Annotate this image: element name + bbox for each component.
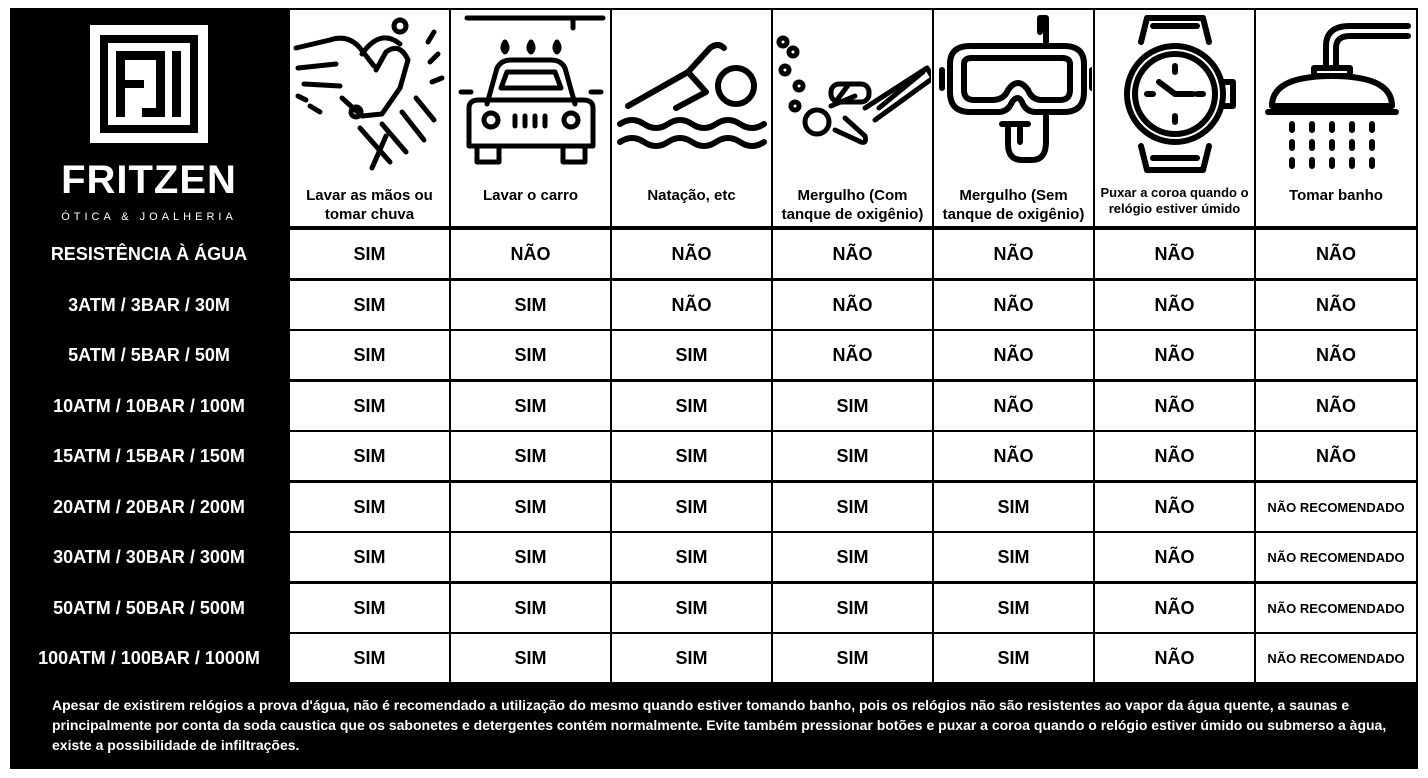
- table-cell: SIM: [290, 634, 449, 682]
- table-cell: NÃO: [451, 230, 610, 278]
- swimmer-icon: [614, 12, 770, 177]
- table-cell: NÃO: [934, 382, 1093, 430]
- table-cell: SIM: [612, 331, 771, 379]
- row-label: RESISTÊNCIA À ÁGUA: [50, 243, 248, 264]
- table-cell: SIM: [773, 634, 932, 682]
- column-header: [1095, 10, 1254, 226]
- table-cell: SIM: [773, 483, 932, 531]
- table-cell: NÃO: [1256, 230, 1416, 278]
- table-cell: SIM: [934, 483, 1093, 531]
- table-cell: NÃO: [934, 432, 1093, 480]
- table-cell: NÃO: [1095, 584, 1254, 632]
- column-header-label: Tomar banho: [1289, 187, 1383, 204]
- table-cell: SIM: [290, 483, 449, 531]
- table-cell: SIM: [612, 382, 771, 430]
- table-cell: NÃO: [612, 281, 771, 329]
- table-cell: NÃO RECOMENDADO: [1256, 533, 1416, 581]
- table-cell: NÃO: [1256, 382, 1416, 430]
- table-cell: SIM: [290, 533, 449, 581]
- car-wash-icon: [453, 12, 609, 177]
- column-header-label: Lavar o carro: [482, 187, 579, 204]
- row-label: 20ATM / 20BAR / 200M: [53, 496, 245, 517]
- table-cell: SIM: [934, 584, 1093, 632]
- snorkel-mask-icon: [936, 12, 1092, 177]
- table-cell: SIM: [451, 483, 610, 531]
- column-header-label: Mergulho (Com tanque de oxigênio): [781, 187, 924, 223]
- scuba-diver-icon: [775, 12, 931, 177]
- wristwatch-icon: [1097, 12, 1253, 177]
- table-cell: SIM: [773, 432, 932, 480]
- table-cell: NÃO: [773, 281, 932, 329]
- table-cell: SIM: [451, 382, 610, 430]
- table-cell: NÃO: [773, 331, 932, 379]
- table-cell: NÃO: [934, 331, 1093, 379]
- table-cell: SIM: [451, 432, 610, 480]
- column-header: [1256, 10, 1416, 226]
- row-label: 15ATM / 15BAR / 150M: [53, 445, 245, 466]
- table-cell: NÃO: [1095, 533, 1254, 581]
- row-label: 30ATM / 30BAR / 300M: [53, 546, 245, 567]
- table-cell: SIM: [612, 584, 771, 632]
- table-cell: NÃO RECOMENDADO: [1256, 634, 1416, 682]
- table-cell: SIM: [612, 483, 771, 531]
- table-cell: SIM: [612, 634, 771, 682]
- table-cell: SIM: [290, 331, 449, 379]
- row-label: 50ATM / 50BAR / 500M: [53, 597, 245, 618]
- table-cell: NÃO: [1095, 483, 1254, 531]
- table-cell: SIM: [934, 533, 1093, 581]
- table-cell: SIM: [290, 584, 449, 632]
- column-header-label: Natação, etc: [647, 187, 736, 204]
- table-cell: NÃO: [773, 230, 932, 278]
- column-header-label: Puxar a coroa quando o relógio estiver úmido: [1100, 185, 1249, 216]
- brand-name: FRITZEN: [61, 158, 237, 202]
- shower-icon: [1258, 12, 1414, 177]
- table-cell: SIM: [290, 432, 449, 480]
- table-cell: SIM: [451, 584, 610, 632]
- table-cell: NÃO: [1095, 634, 1254, 682]
- table-cell: NÃO: [1095, 331, 1254, 379]
- row-label: 3ATM / 3BAR / 30M: [68, 294, 230, 315]
- table-cell: NÃO: [1095, 281, 1254, 329]
- column-header: [451, 10, 610, 226]
- table-cell: SIM: [451, 634, 610, 682]
- table-cell: NÃO: [1256, 432, 1416, 480]
- table-cell: SIM: [934, 634, 1093, 682]
- footer-note: Apesar de existirem relógios a prova d'água, não é recomendado a utilização do mesmo quando estiver tomando banho, pois os relógios não são resistentes ao vapor da água quente, a saunas e principalmente por conta da soda caustica que os sabonetes e detergentes contém normalmente. Evite também pressionar botões e puxar a coroa quando o relógio estiver úmido ou submerso a àgua, existe a possibilidade de infiltrações.: [52, 697, 1387, 753]
- table-cell: NÃO: [612, 230, 771, 278]
- column-header: [612, 10, 771, 226]
- table-cell: SIM: [451, 331, 610, 379]
- table-cell: SIM: [290, 230, 449, 278]
- table-cell: NÃO: [1095, 432, 1254, 480]
- column-header-label: Lavar as mãos ou tomar chuva: [306, 187, 433, 223]
- table-cell: NÃO: [1095, 230, 1254, 278]
- column-header: [934, 10, 1093, 226]
- table-cell: SIM: [773, 584, 932, 632]
- brand-tagline: ÓTICA & JOALHERIA: [61, 211, 237, 223]
- table-cell: SIM: [451, 281, 610, 329]
- table-cell: SIM: [612, 533, 771, 581]
- table-cell: NÃO: [934, 230, 1093, 278]
- table-cell: NÃO: [1256, 331, 1416, 379]
- table-cell: NÃO RECOMENDADO: [1256, 584, 1416, 632]
- row-label: 5ATM / 5BAR / 50M: [68, 344, 230, 365]
- column-header: [773, 10, 932, 226]
- table-cell: SIM: [612, 432, 771, 480]
- row-label: 10ATM / 10BAR / 100M: [53, 395, 245, 416]
- table-cell: NÃO: [1256, 281, 1416, 329]
- table-cell: SIM: [290, 281, 449, 329]
- fritzen-monogram-icon: [88, 23, 210, 145]
- table-cell: NÃO RECOMENDADO: [1256, 483, 1416, 531]
- table-cell: NÃO: [1095, 382, 1254, 430]
- row-label: 100ATM / 100BAR / 1000M: [38, 647, 260, 668]
- table-cell: SIM: [773, 382, 932, 430]
- column-header: [290, 10, 449, 226]
- hand-washing-icon: [290, 12, 450, 177]
- column-header-label: Mergulho (Sem tanque de oxigênio): [942, 187, 1085, 223]
- table-cell: SIM: [773, 533, 932, 581]
- table-cell: SIM: [290, 382, 449, 430]
- brand-logo: [10, 8, 288, 228]
- table-cell: NÃO: [934, 281, 1093, 329]
- table-cell: SIM: [451, 533, 610, 581]
